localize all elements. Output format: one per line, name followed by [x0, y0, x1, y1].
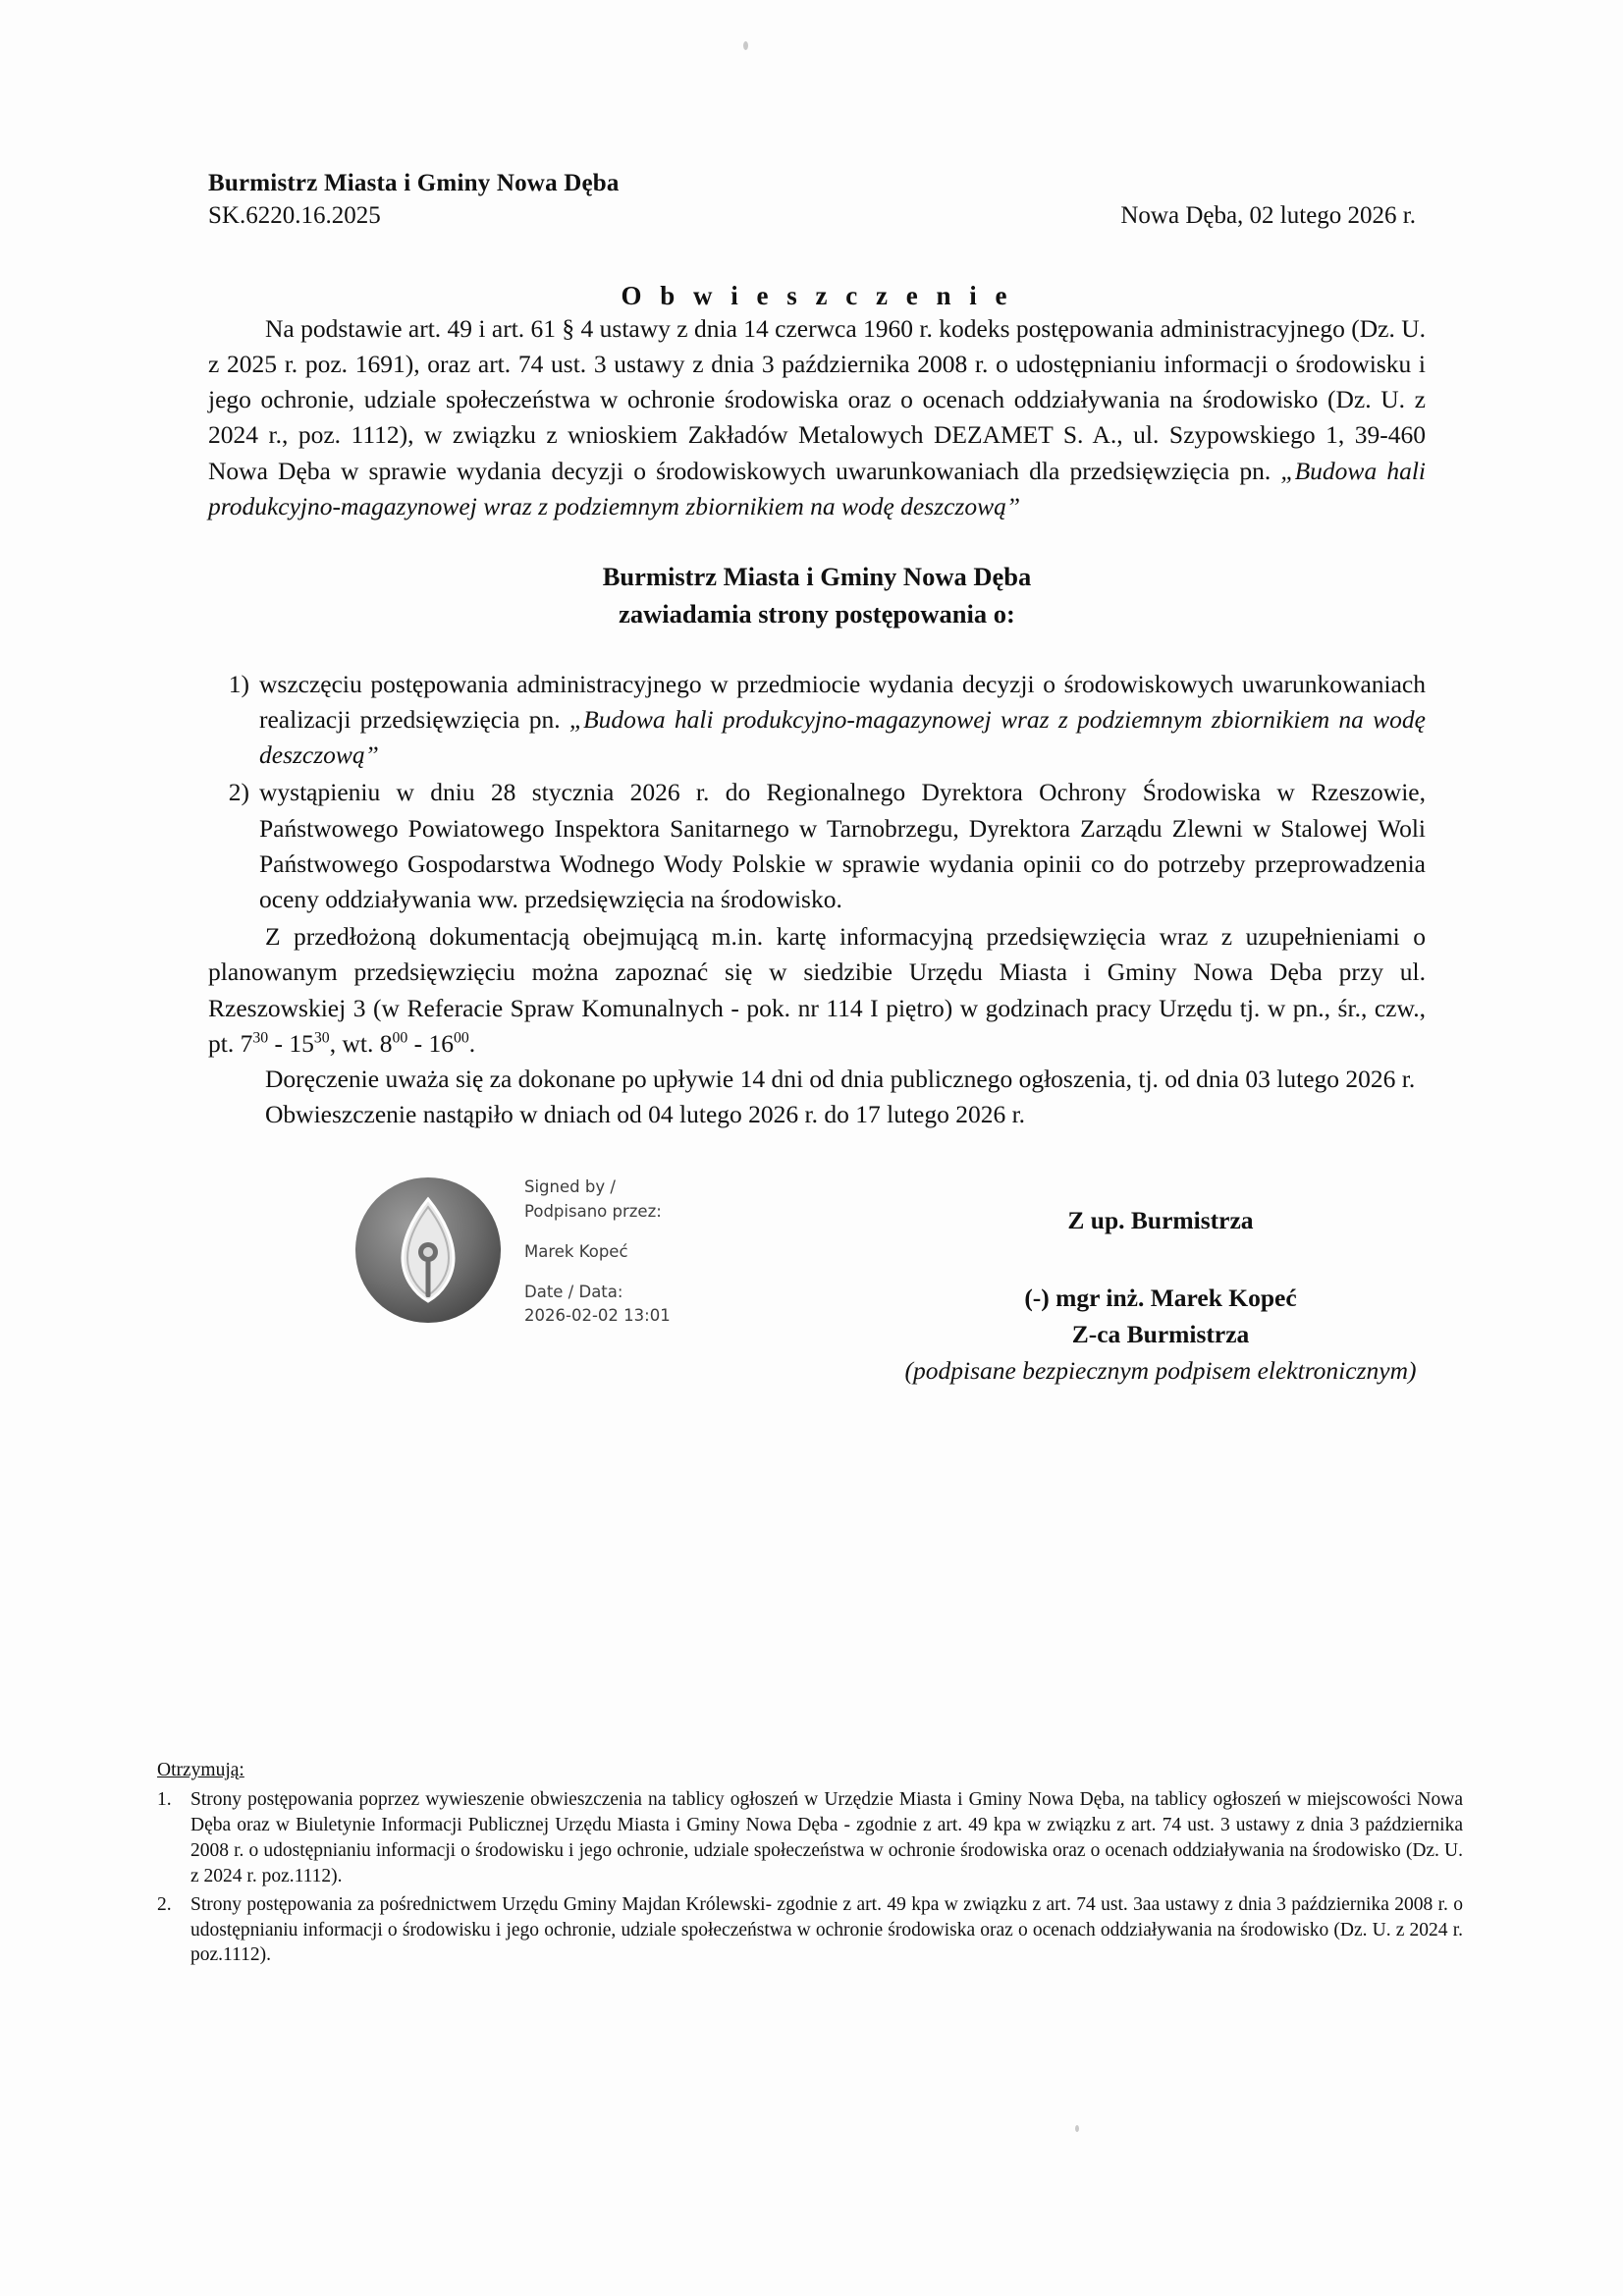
list-item-number: 1): [228, 669, 249, 698]
notice-subtitle-line1: Burmistrz Miasta i Gminy Nowa Dęba: [602, 561, 1032, 591]
list-item-number: 1.: [157, 1788, 172, 1810]
project-name-italic: „Budowa hali produkcyjno-magazynowej wraz z podziemnym zbiornikiem na wodę deszczową”: [208, 456, 1426, 520]
scan-speck: [743, 41, 748, 50]
signature-details: [524, 1175, 671, 1329]
document-body: [208, 167, 1427, 1386]
hours-end: .: [468, 1028, 476, 1058]
signatory-on-behalf: Z up. Burmistrza: [1067, 1206, 1254, 1235]
hours-sup-2: 30: [313, 1029, 330, 1047]
list-item-text: Strony postępowania poprzez wywieszenie obwieszczenia na tablicy ogłoszeń w Urzędzie Miasta i Gminy Nowa Dęba, na tablicy ogłoszeń w miejscowości Nowa Dęba oraz w Biuletynie Informacji Publicznej Urzędu Miasta i Gminy Nowa Dęba - zgodnie z art. 49 kpa w związku z art. 74 ust. 3 ustawy z dnia 3 października 2008 r. o udostępnianiu informacji o środowisku i jego ochronie, udziale społeczeństwa w ochronie środowiska oraz o ocenach oddziaływania na środowisko (Dz. U. z 2024 r. poz.1112).: [190, 1788, 1463, 1886]
signature-date-label: Date / Data:: [524, 1282, 623, 1301]
fountain-pen-nib-icon: [389, 1195, 467, 1305]
legal-basis-text: Na podstawie art. 49 i art. 61 § 4 ustawy z dnia 14 czerwca 1960 r. kodeks postępowania administracyjnego (Dz. U. z 2025 r. poz. 1691), oraz art. 74 ust. 3 ustawy z dnia 3 października 2008 r. o udostępnianiu informacji o środowisku i jego ochronie, udziale społeczeństwa w ochronie środowiska oraz o ocenach oddziaływania na środowisko (Dz. U. z 2024 r., poz. 1112), w związku z wnioskiem Zakładów Metalowych DEZAMET S. A., ul. Szypowskiego 1, 39-460 Nowa Dęba w sprawie wydania decyzji o środowiskowych uwarunkowaniach dla przedsięwzięcia pn.: [208, 313, 1426, 485]
announcement-paragraph: Obwieszczenie nastąpiło w dniach od 04 lutego 2026 r. do 17 lutego 2026 r.: [265, 1100, 1026, 1129]
hours-mid-1: - 15: [268, 1028, 314, 1058]
list-item-text: [259, 667, 1426, 774]
case-number: SK.6220.16.2025: [208, 201, 381, 229]
signed-by-group: [524, 1175, 671, 1225]
list-item-project-name: „Budowa hali produkcyjno-magazynowej wraz z podziemnym zbiornikiem na wodę deszczową”: [259, 705, 1427, 770]
recipients-list: [157, 1787, 1463, 1968]
hours-mid-3: - 16: [407, 1028, 454, 1058]
hours-mid-2: , wt. 8: [329, 1028, 393, 1058]
signatory-name: (-) mgr inż. Marek Kopeć: [1024, 1284, 1297, 1313]
documentation-access-paragraph: [208, 919, 1426, 1062]
signatory-position: Z-ca Burmistrza: [1071, 1320, 1250, 1349]
recipients-label: Otrzymują:: [157, 1760, 244, 1780]
hours-sup-3: 00: [392, 1029, 408, 1047]
header-block: [208, 167, 1426, 230]
list-item-text: Strony postępowania za pośrednictwem Urzędu Gminy Majdan Królewski- zgodnie z art. 49 kpa w związku z art. 74 ust. 3aa ustawy z dnia 3 października 2008 r. o udostępnianiu informacji o środowisku i jego ochronie, udziale społeczeństwa w ochronie środowiska oraz o ocenach oddziaływania na środowisko (Dz. U. z 2024 r. poz.1112).: [190, 1893, 1463, 1966]
signature-note: (podpisane bezpiecznym podpisem elektronicznym): [904, 1356, 1417, 1386]
signer-name: Marek Kopeć: [524, 1241, 628, 1261]
issuing-office: Burmistrz Miasta i Gminy Nowa Dęba: [208, 170, 620, 196]
list-item-text: wystąpieniu w dniu 28 stycznia 2026 r. do Regionalnego Dyrektora Ochrony Środowiska w Rzeszowie, Państwowego Powiatowego Inspektora Sanitarnego w Tarnobrzegu, Dyrektora Zarządu Zlewni w Stalowej Woli Państwowego Gospodarstwa Wodnego Wody Polskie w sprawie wydania opinii co do potrzeby przeprowadzenia oceny oddziaływania ww. przedsięwzięcia na środowisko.: [259, 778, 1426, 914]
documentation-access-text: Z przedłożoną dokumentacją obejmującą m.in. kartę informacyjną przedsięwzięcia wraz z uzupełnieniami o planowanym przedsięwzięciu można zapoznać się w siedzibie Urzędu Miasta i Gminy Nowa Dęba przy ul. Rzeszowskiej 3 (w Referacie Spraw Komunalnych - pok. nr 114 I piętro) w godzinach pracy Urzędu tj. w pn., śr., czw., pt. 7: [208, 922, 1426, 1058]
scan-speck: [1075, 2125, 1079, 2132]
signature-block: [208, 1166, 1426, 1386]
list-item-number: 2): [228, 778, 249, 807]
notice-subtitle-line2: zawiadamia strony postępowania o:: [619, 599, 1015, 629]
hours-sup-1: 30: [252, 1029, 269, 1047]
header-row: [208, 202, 1426, 230]
list-item: [157, 1787, 1463, 1889]
place-and-date: Nowa Dęba, 02 lutego 2026 r.: [1120, 201, 1416, 229]
list-item: [208, 775, 1426, 917]
recipients-section: [157, 1758, 1463, 1971]
list-item-number: 2.: [157, 1893, 172, 1915]
list-item: [208, 667, 1426, 774]
signature-date-group: [524, 1281, 671, 1330]
notice-subtitle: [208, 558, 1426, 633]
notice-items-list: [208, 667, 1426, 917]
signed-by-label: Signed by /: [524, 1177, 616, 1197]
delivery-paragraph: Doręczenie uważa się za dokonane po upływie 14 dni od dnia publicznego ogłoszenia, tj. od dnia 03 lutego 2026 r.: [265, 1065, 1416, 1094]
legal-basis-paragraph: [208, 311, 1426, 524]
list-item: [157, 1892, 1463, 1969]
signature-date-value: 2026-02-02 13:01: [524, 1306, 671, 1326]
signer-name-group: [524, 1240, 671, 1265]
hours-sup-4: 00: [453, 1029, 469, 1047]
list-item-body: wszczęciu postępowania administracyjnego w przedmiocie wydania decyzji o środowiskowych uwarunkowaniach realizacji przedsięwzięcia pn.: [259, 669, 1426, 735]
signed-by-label-pl: Podpisano przez:: [524, 1202, 662, 1222]
page-title: O b w i e s z c z e n i e: [621, 280, 1013, 310]
signatory-titles: [895, 1203, 1426, 1390]
electronic-signature-stamp: [355, 1177, 501, 1323]
